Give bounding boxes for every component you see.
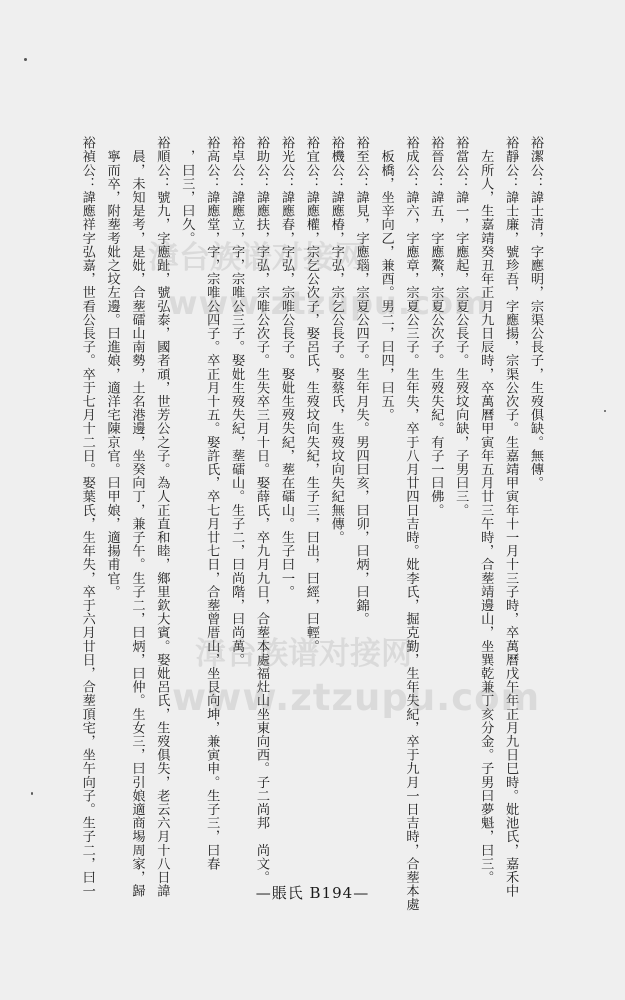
text-column: 裕順公：號九，字應趾，號弘泰，國者頑，世芳公之子。為人正直和睦，鄉里欽大賓。娶妣呂氏，生歿俱失，老云六月十八日諱 xyxy=(154,136,170,898)
text-column: 裕機公：諱應椿，字弘，宗乞公長子。娶蔡氏，生歿坟向失紀無傳。 xyxy=(328,136,344,544)
scan-speck xyxy=(604,410,606,412)
text-column: 左所人，生嘉靖癸丑年正月九日辰時，卒萬曆甲寅年五月廿三午時，合塟靖邊山，坐巽乾兼丁亥分金。子男曰夢魁，曰三。 xyxy=(478,136,494,884)
text-column: 裕當公：諱一，字應起，宗夏公長子。生歿坟向缺，子男曰三。 xyxy=(453,136,469,517)
page-footer: —賬氏 B194— xyxy=(255,884,370,902)
watermark-url-bottom: www.ztzupu.com xyxy=(172,676,541,719)
text-column: 裕晉公：諱五，字應鰲，宗夏公次子。生歿失紀。有子一曰佛。 xyxy=(428,136,444,517)
text-column: 裕潔公：諱士清，字應明，宗渠公長子，生歿俱缺。無傳。 xyxy=(528,136,543,490)
watermark-url-top: www.ztzupu.com xyxy=(168,284,489,322)
text-column: 裕卓公：諱應立，字，宗唯公三子。娶妣生歿失紀，塟礌山。生子二，曰尚階，曰尚萬。 xyxy=(229,136,245,667)
text-column: 裕成公：諱六，字應章，宗夏公三子。生年失，卒于八月廿四日吉時。妣李氏，掘克勤，生年失紀，卒于九月一日吉時，合塟本處 xyxy=(403,136,419,912)
text-column: 板橋，坐辛向乙，兼酉。男二，曰四，曰五。 xyxy=(378,136,394,422)
text-column: 裕靜公：諱士廉，號珍吾，字應揚，宗渠公次子。生嘉靖甲寅年十一月十三子時，卒萬曆戊午年正月九日巳時。妣池氏，嘉禾中 xyxy=(503,136,519,898)
watermark-chinese-bottom: 漳台族谱对接网 xyxy=(195,636,412,672)
text-column: ，曰三，曰久。 xyxy=(179,136,195,245)
text-column: 裕助公：諱應扶，字弘，宗唯公次子。生失卒三月十日。娶薛氏，卒九月九日，合塟本處福灶山坐東向西。子二尚邦 尚文。 xyxy=(254,136,270,884)
text-column: 裕禎公：諱應祥字弘嘉，世看公長子。卒于七月十二日。娶葉氏，生年失，卒于六月廿日，合塟頂宅，坐午向子。生子二，曰一 xyxy=(79,136,95,898)
watermark-chinese-top: 漳台族谱对接网 xyxy=(148,240,365,276)
text-column: 裕高公：諱應堂，字，宗唯公四子。卒正月十五。娶許氏，卒七月廿七日，合塟曾厝山，坐艮向坤，兼寅申。生子三，曰春 xyxy=(204,136,220,871)
scan-speck xyxy=(24,58,27,61)
text-column: 裕宜公：諱應權，宗乞公次子，娶呂氏，生歿坟向失紀，生子三，曰出，曰經，曰輕。 xyxy=(303,136,319,653)
scan-speck xyxy=(31,792,33,795)
text-column: 寧而卒，附塟考妣之坟左邊。曰進娘，適洋宅陳京官。曰甲娘，適揚甫官。 xyxy=(104,136,120,599)
text-column: 裕光公：諱應春，字弘，宗唯公長子。娶妣生歿失紀，塟在礌山。生子曰一。 xyxy=(278,136,294,599)
text-column: 裕至公：諱見，字應瑙，宗夏公四子。生年月失。男四曰亥，曰卯，曰炳，曰錦。 xyxy=(353,136,369,626)
text-column: 晨，未知是考，是妣，合塟礌山南勢，土名港邊，坐癸向丁，兼子午。生子二，曰炳，曰仲。生女三，曰引娘適商埸周家，歸 xyxy=(129,136,145,898)
